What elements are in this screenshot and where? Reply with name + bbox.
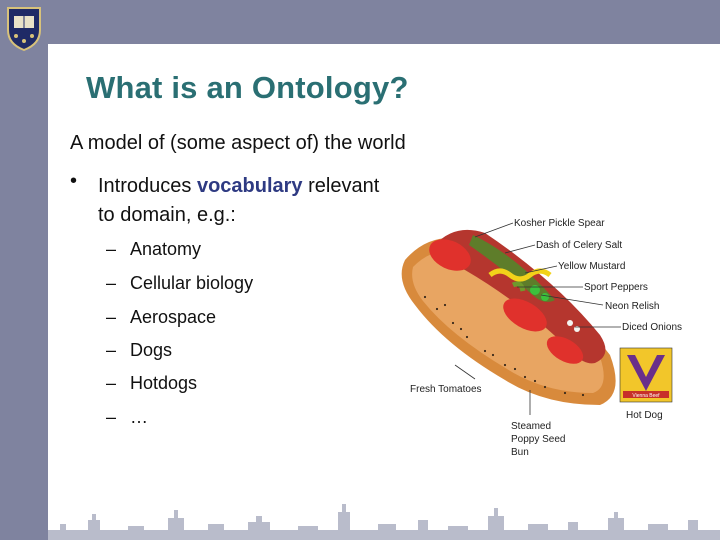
subitem-hotdogs [106,373,197,394]
subitem-anatomy [106,239,201,260]
city-skyline [48,500,720,540]
subitem-ellipsis [106,407,148,428]
bullet-text [98,172,398,230]
label-hot-dog: Hot Dog [626,410,663,421]
label-diced-onions: Diced Onions [622,322,683,333]
hotdog-diagram [395,205,715,465]
logo-text: Vienna Beef [632,393,660,399]
label-steamed: Steamed [511,421,552,432]
bullet-text-pre: Introduces [98,175,197,197]
subitem-label: Cellular biology [130,273,254,293]
slide-title: What is an Ontology? [86,70,409,105]
left-banner [0,0,48,540]
label-bun: Bun [511,447,529,458]
label-yellow-mustard: Yellow Mustard [558,261,626,272]
top-banner [0,0,720,44]
label-kosher-pickle-spear: Kosher Pickle Spear [514,218,605,229]
dash: – [106,273,117,293]
subitem-dogs [106,340,172,361]
dash: – [106,340,117,360]
subitem-label: Anatomy [130,239,202,259]
subitem-label: … [130,407,148,427]
university-crest-icon [4,4,44,52]
subitem-label: Dogs [130,340,173,360]
dash: – [106,407,117,427]
label-sport-peppers: Sport Peppers [584,282,648,293]
subitem-cellular-biology [106,273,253,294]
bullet-marker: • [70,170,78,192]
subitem-label: Aerospace [130,307,217,327]
dash: – [106,373,117,393]
dash: – [106,307,117,327]
vienna-beef-logo [620,348,672,402]
dash: – [106,239,117,259]
subitem-aerospace [106,307,216,328]
label-neon-relish: Neon Relish [605,301,660,312]
label-poppy-seed: Poppy Seed [511,434,566,445]
label-fresh-tomatoes: Fresh Tomatoes [410,384,482,395]
subitem-label: Hotdogs [130,373,198,393]
vocabulary-word: vocabulary [196,175,303,197]
intro-line: A model of (some aspect of) the world [70,132,406,154]
label-celery-salt: Dash of Celery Salt [536,240,623,251]
bullet-text-post: relevant to domain, e.g.: [98,175,380,226]
